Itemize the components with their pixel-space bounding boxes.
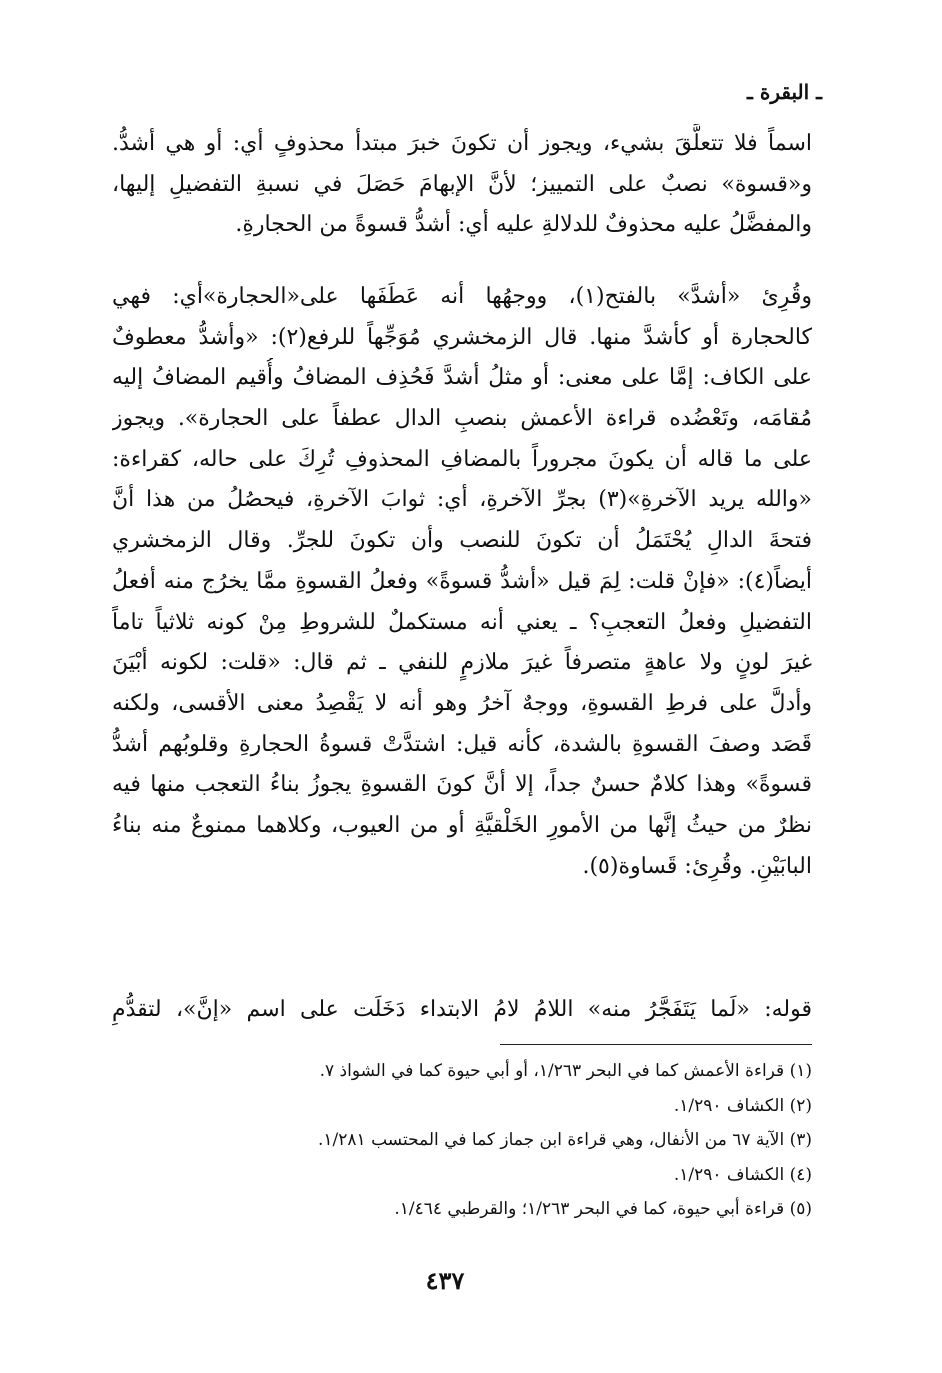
paragraph-2 [112,277,812,887]
text-line: التفضيلِ وفعلُ التعجبِ؟ ـ يعني أنه مستكملٌ للشروطِ مِنْ كونه ثلاثياً تاماً [112,609,812,635]
text-line: غيرَ لونٍ ولا عاهةٍ متصرفاً غيرَ ملازمٍ للنفي ـ ثم قال: «قلت: لكونه أبْيَنَ [112,650,812,676]
footnote-2: (٢) الكشاف ١/٢٩٠. [673,1095,812,1116]
text-line: و«قسوة» نصبٌ على التمييز؛ لأنَّ الإبهامَ حَصَلَ في نسبةِ التفضيلِ إليها، [112,171,812,197]
text-line: فتحةَ الدالِ يُحْتَمَلُ أن تكونَ للنصب وأن تكونَ للجرِّ. وقال الزمخشري [112,528,812,554]
footnote-divider [500,1044,812,1045]
text-line: مُقامَه، وتَعْضُده قراءة الأعمش بنصبِ الدال عطفاً على الحجارة». ويجوز [112,406,812,432]
text-line: نظرٌ من حيثُ إنَّها من الأمورِ الخَلْقيَّةِ أو من العيوب، وكلاهما ممنوعٌ منه بناءُ [112,812,812,838]
text-line: على الكاف: إمَّا على معنى: أو مثلُ أشدَّ فَحُذِف المضافُ وأُقيم المضافُ إليه [112,365,812,391]
footnote-5: (٥) قراءة أبي حيوة، كما في البحر ١/٢٦٣؛ والقرطبي ١/٤٦٤. [394,1199,812,1219]
footnote-4: (٤) الكشاف ١/٢٩٠. [673,1164,812,1185]
text-line: «والله يريد الآخرةِ»(٣) بجرِّ الآخرةِ، أي: ثوابَ الآخرةِ، فيحصُلُ من هذا أنَّ [112,487,812,513]
paragraph-1 [112,124,812,246]
text-line: كالحجارة أو كأشدَّ منها. قال الزمخشري مُوَجِّهاً للرفع(٢): «وأشدُّ معطوفٌ [112,324,812,350]
text-line: قَصَد وصفَ القسوةِ بالشدة، كأنه قيل: اشتدَّتْ قسوةُ الحجارةِ وقلوبُهم أشدُّ [112,731,812,757]
text-line: وقُرِئ «أشدَّ» بالفتح(١)، ووجهُها أنه عَطَفَها على«الحجارة»أي: فهي [112,284,812,309]
text-line: والمفضَّلُ عليه محذوفٌ للدلالةِ عليه أي: أشدُّ قسوةً من الحجارةِ. [235,212,812,238]
running-header: ـ البقرة ـ [747,80,822,104]
footnote-1: (١) قراءة الأعمش كما في البحر ١/٢٦٣، أو أبي حيوة كما في الشواذ ٧. [319,1061,812,1081]
text-line: اسماً فلا تتعلَّقَ بشيء، ويجوز أن تكونَ خبرَ مبتدأ محذوفٍ أي: أو هي أشدُّ. [112,131,812,156]
text-line: على ما قاله أن يكونَ مجروراً بالمضافِ المحذوفِ تُرِكَ على حاله، كقراءة: [112,446,812,472]
text-line: قوله: «لَما يَتَفَجَّرُ منه» اللامُ لامُ الابتداء دَخَلَت على اسم «إنَّ»، لتقدُّمِ [112,997,812,1022]
footnotes [112,1054,812,1227]
text-line: أيضاً(٤): «فإنْ قلت: لِمَ قيل «أشدُّ قسوةً» وفعلُ القسوةِ ممَّا يخرُج منه أفعلُ [112,568,812,594]
text-line: قسوةً» وهذا كلامٌ حسنٌ جداً، إلا أنَّ كونَ القسوةِ يجوزُ بناءُ التعجب منها فيه [112,772,812,798]
text-line: وأدلَّ على فرطِ القسوةِ، ووجهٌ آخرُ وهو أنه لا يَقْصِدُ معنى الأقسى، ولكنه [112,690,812,716]
text-line: البابَيْنِ. وقُرِئ: قَساوة(٥). [582,853,812,879]
page-number: ٤٣٧ [425,1266,465,1295]
footnote-3: (٣) الآية ٦٧ من الأنفال، وهي قراءة ابن جماز كما في المحتسب ١/٢٨١. [318,1130,812,1150]
paragraph-3 [112,990,812,1031]
